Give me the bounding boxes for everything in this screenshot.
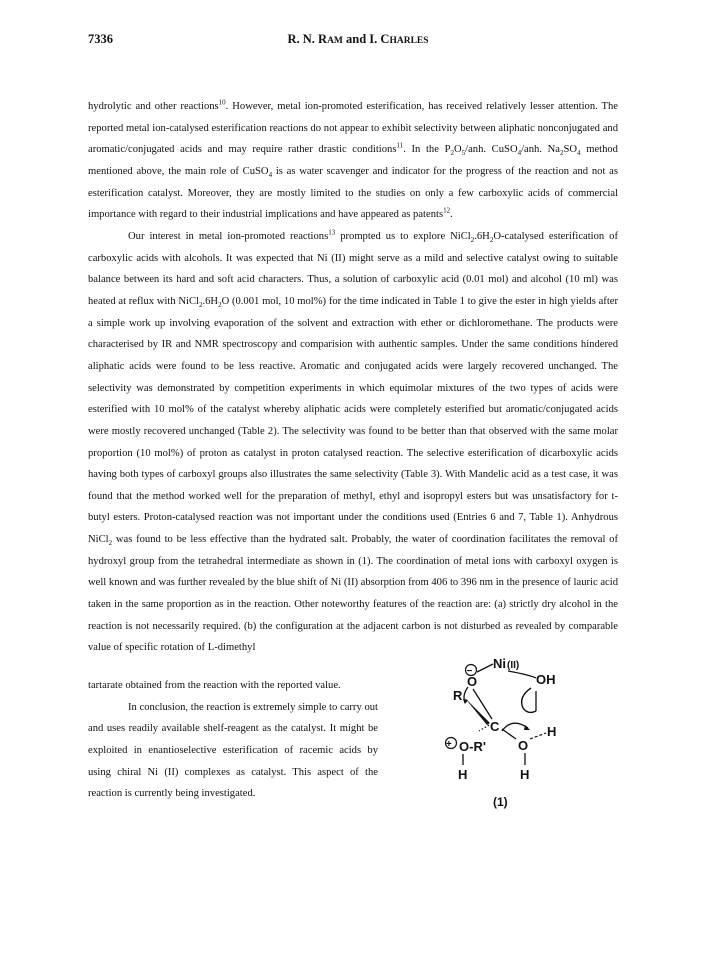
paragraph-2: Our interest in metal ion-promoted reactions$^{13}$ prompted us to explore $NiCl_2.6H_2O$-catalysed esterification of carboxylic acids with alcohols. It was expected that Ni (II) might serve as a mild and selective catalyst owing to suitable balance between its hard and soft acid characters. Thus, a solution of carboxylic acid (0.01 mol) and alcohol (10 ml) was heated at reflux with $NiCl_2.6H_2O$ (0.001 mol, 10 mol%) for the time indicated in Table 1 to give the ester in high yields after a simple work up involving evaporation of the solvent and extraction with ether or dichloromethane. The products were characterised by IR and NMR spectroscopy and comparision with authentic samples. Under the same conditions hindered aliphatic acids were found to be less reactive. Aromatic and conjugated acids were largely recovered unchanged. The selectivity was demonstrated by competition experiments in which equimolar mixtures of the two types of acids were esterified with 10 mol% of the catalyst whereby aliphatic acids were completely esterified but aromatic/conjugated acids were mostly recovered unchanged (Table 2). The selectivity was found to be better than that observed with the same molar proportion (10 mol%) of proton as catalyst in proton catalysed reaction. The selective esterification of dicarboxylic acids having both types of carboxyl groups also illustrates the same selectivity (Table 3). With Mandelic acid as a test case, it was found that the method worked well for the preparation of methyl, ethyl and isopropyl esters but was unsatisfactory for t-butyl esters. Proton-catalysed reaction was not important under the conditions used (Entries 6 and 7, Table 1). Anhydrous NiCl$_2$ was found to be less effective than the hydrated salt. Probably, the water of coordination facilitates the removal of hydroxyl group from the tetrahedral intermediate as shown in (1). The coordination of metal ions with carboxyl oxygen is well known and was further revealed by the blue shift of Ni (II) absorption from 406 to 396 nm in the presence of lauric acid taken in the same proportion as in the reaction. Other noteworthy features of the reaction are: (a) strictly dry alcohol in the reaction is not necessarily required. (b) the configuration at the adjacent carbon is not disturbed as revealed by comparable value of specific rotation of L-dimethyl (88, 228, 619, 654)
running-head-initials-1: R. N. (287, 32, 319, 46)
running-head-surname-2-initial: C (380, 32, 390, 46)
water-hydrogen-label: H (520, 767, 530, 782)
running-head (88, 32, 628, 47)
r-group-label: R (453, 688, 463, 703)
paragraph-2-tail: tartarate obtained from the reaction with the reported value. (88, 680, 341, 691)
structure-number-label: (1) (493, 795, 508, 809)
paragraph-3-conclusion: In conclusion, the reaction is extremely simple to carry out and uses readily available shelf-reagent as the catalyst. It might be exploited in enantioselective esterification of racemic acids by using chiral Ni (II) complexes as catalyst. This aspect of the reaction is currently being investigated. (88, 701, 378, 800)
page-header (88, 32, 628, 52)
nickel-label: Ni (493, 656, 506, 671)
right-hydrogen-label: H (547, 724, 557, 739)
central-carbon-label: C (490, 719, 500, 734)
hydroxyl-label: OH (536, 672, 556, 687)
tetrahedral-intermediate-structure (432, 655, 582, 810)
main-text (88, 96, 618, 659)
paragraph-1: hydrolytic and other reactions$^{10}$. However, metal ion-promoted esterification, has received relatively lesser attention. The reported metal ion-catalysed esterification reactions do not appear to exhibit selectivity between aliphatic nonconjugated and aromatic/conjugated acids and may require rather drastic conditions$^{11}$. In the $P_2O_5$/anh. CuSO$_4$/anh. $Na_2SO_4$ method mentioned above, the main role of CuSO$_4$ is as water scavenger and indicator for the progress of the reaction and not as esterification catalyst. Moreover, they are mostly limited to the studies on only a few carboxylic acids of commercial importance with regard to their industrial implications and have appeared as patents$^{12}$. (88, 98, 619, 221)
running-head-surname-1-rest: AM (327, 36, 343, 46)
citation-13: 13 (328, 228, 336, 237)
minus-charge-sign: − (466, 666, 473, 677)
nickel-oxidation-state: (II) (507, 660, 520, 671)
running-head-surname-1-initial: R (318, 32, 328, 46)
running-head-conjunction: and I. (342, 32, 381, 46)
plus-charge-sign: + (446, 739, 452, 750)
citation-12: 12 (443, 206, 451, 215)
alkoxy-oxygen-label: O-R' (459, 739, 486, 754)
narrow-column-text (88, 675, 378, 805)
water-oxygen-label: O (518, 738, 529, 753)
alkoxy-hydrogen-label: H (458, 767, 468, 782)
citation-11: 11 (396, 141, 404, 150)
citation-10: 10 (218, 98, 226, 107)
running-head-surname-2-rest: HARLES (389, 36, 429, 46)
page-number: 7336 (88, 32, 113, 46)
carbonyl-oxygen-label: O (467, 674, 478, 689)
